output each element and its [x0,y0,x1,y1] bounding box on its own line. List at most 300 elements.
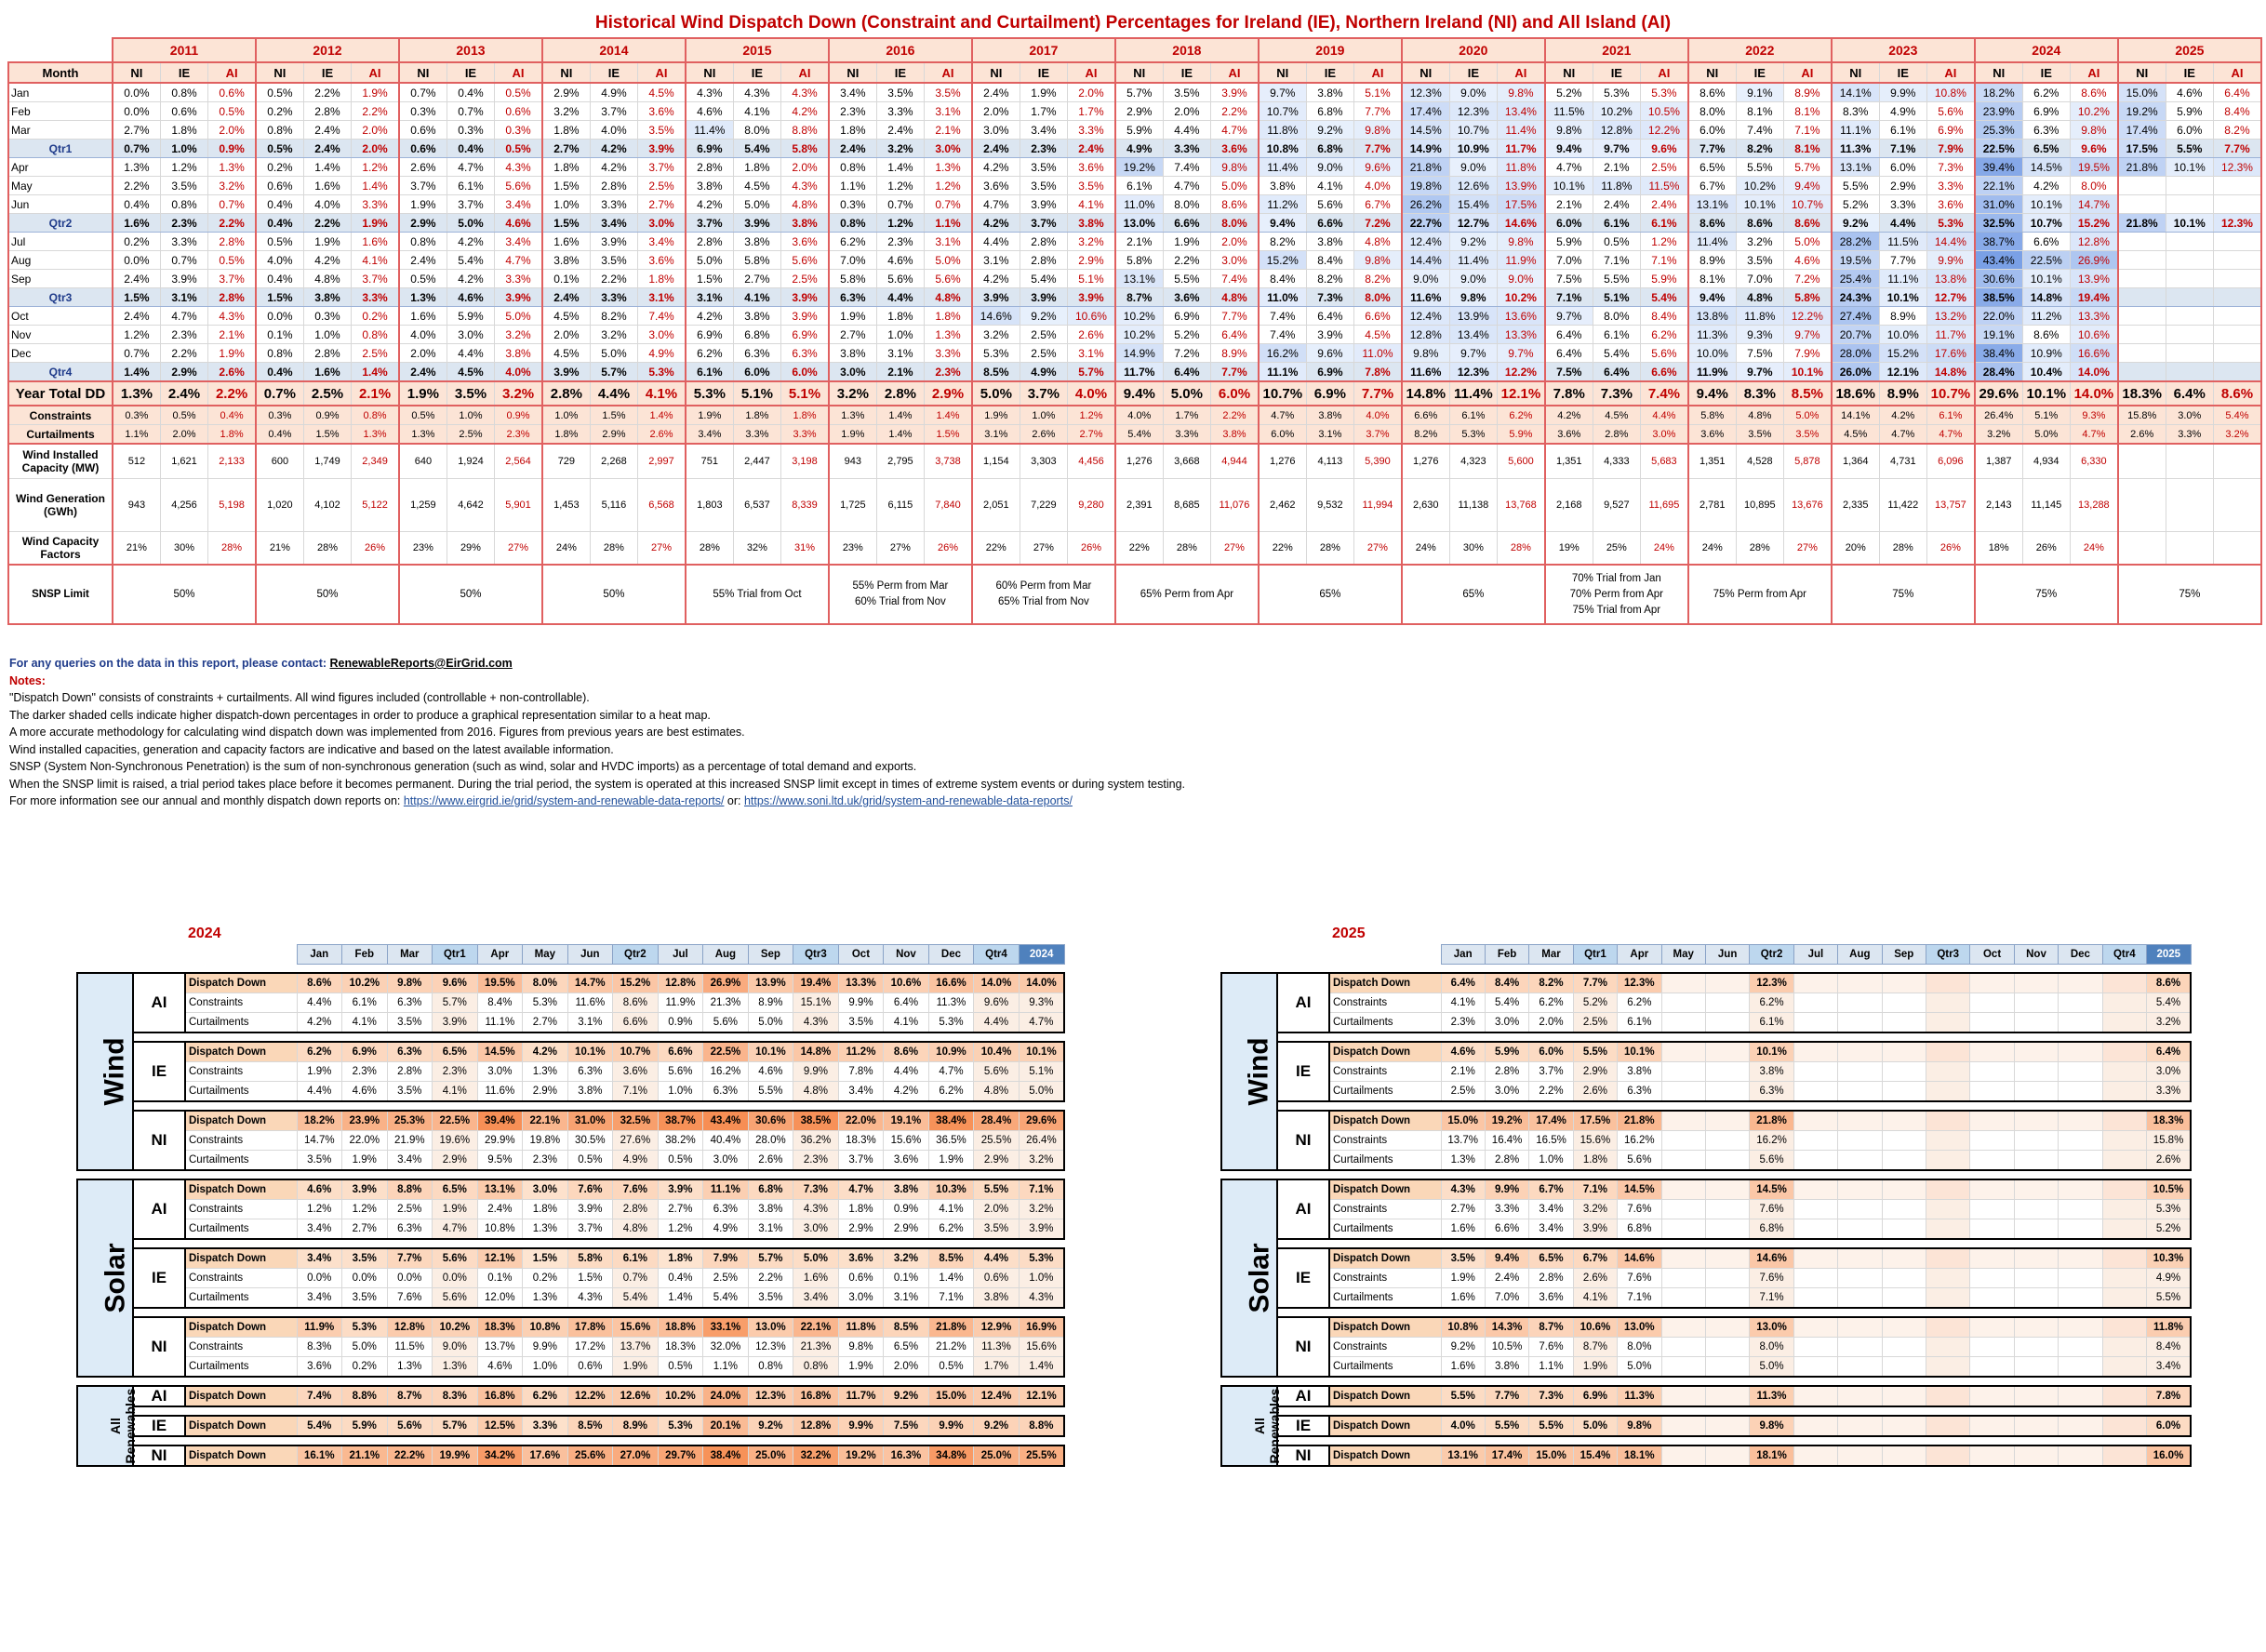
region-spacer [1221,1239,2191,1248]
value-cell: 2.6% [1573,1269,1617,1288]
dd-cell: 1.6% [399,307,447,326]
value-cell: 14.0% [1019,973,1064,993]
region-header-2024-ai: AI [2070,62,2117,83]
dd-cell: 2.7% [638,195,686,214]
dd-cell: 2.0% [781,158,829,177]
col-header-qtr1: Qtr1 [1573,945,1617,965]
value-cell: 2.8% [1485,1151,1528,1171]
value-cell: 6.4% [884,993,929,1013]
dd-cell: 9.6% [1641,140,1688,158]
year-header-2023: 2023 [1832,38,1975,62]
value-cell [1793,1062,1837,1082]
dd-cell: 2.4% [972,140,1020,158]
year-header-corner [8,38,113,62]
dd-cell: 0.7% [208,195,256,214]
dd-cell: 5.4% [447,251,494,270]
value-cell: 11.3% [1750,1386,1793,1406]
value-cell: 7.1% [1019,1179,1064,1200]
constraints-row-cell: 0.5% [399,406,447,425]
constraints-row-cell: 6.1% [1926,406,1974,425]
dd-cell: 17.4% [2118,121,2166,140]
region-header-2016-ai: AI [925,62,972,83]
eirgrid-link[interactable]: https://www.eirgrid.ie/grid/system-and-renewable-data-reports/ [403,794,725,807]
dd-cell: 6.4% [1545,326,1593,344]
dd-cell: 4.0% [399,326,447,344]
col-header-qtr4: Qtr4 [2102,945,2146,965]
dd-cell: 9.7% [1449,344,1497,363]
value-cell: 14.6% [1618,1248,1661,1269]
value-cell: 15.6% [884,1131,929,1151]
col-header-mar: Mar [1529,945,1573,965]
value-cell: 4.8% [613,1219,659,1240]
dd-cell: 5.0% [1783,233,1831,251]
dd-cell: 8.1% [1783,102,1831,121]
snsp-line: 65% Trial from Nov [998,596,1089,607]
capacity-factor-row-cell: 22% [1115,532,1163,566]
constraints-row-cell: 14.1% [1832,406,1879,425]
dd-cell: 2.9% [160,363,207,382]
soni-link[interactable]: https://www.soni.ltd.uk/grid/system-and-renewable-data-reports/ [743,794,1073,807]
dd-cell: 3.2% [972,326,1020,344]
dd-cell: 0.3% [399,102,447,121]
dd-cell: 6.5% [1688,158,1736,177]
value-cell: 18.3% [838,1131,884,1151]
dd-cell: 2.3% [160,214,207,233]
curtailments-row-cell: 5.0% [2022,425,2070,445]
dd-cell [2118,270,2166,288]
value-cell [1838,1446,1882,1466]
value-cell: 10.6% [1573,1317,1617,1338]
dd-cell: 0.0% [113,83,160,102]
value-cell: 1.4% [658,1288,703,1309]
value-cell [1661,1111,1705,1131]
dd-cell: 7.4% [1163,158,1210,177]
contact-email-link[interactable]: RenewableReports@EirGrid.com [329,657,513,670]
dd-cell [2213,195,2261,214]
dd-cell: 3.9% [160,270,207,288]
dd-cell: 3.3% [352,288,399,307]
value-cell [2014,1062,2058,1082]
dd-cell: 7.4% [1211,270,1259,288]
dd-cell: 1.2% [160,158,207,177]
blank [1277,945,1329,965]
dd-cell: 8.0% [733,121,780,140]
dd-cell: 3.9% [638,140,686,158]
value-cell: 3.5% [1441,1248,1485,1269]
dd-cell: 8.8% [781,121,829,140]
dd-cell: 13.8% [1926,270,1974,288]
dd-cell: 3.6% [1211,140,1259,158]
value-cell: 3.4% [2147,1357,2192,1378]
value-cell: 24.0% [703,1386,749,1406]
dd-cell: 5.6% [925,270,972,288]
value-cell: 1.0% [658,1082,703,1102]
dd-cell: 10.2% [1115,326,1163,344]
region-header-2022-ai: AI [1783,62,1831,83]
quarter-row-qtr3 [8,288,2261,307]
dd-cell [2213,233,2261,251]
generation-row-cell: 6,568 [638,479,686,532]
dispatch-down-row [77,1317,1064,1338]
dd-cell: 13.2% [1926,307,1974,326]
dd-cell: 0.6% [208,83,256,102]
group-label-solar [1221,1179,1277,1377]
constraints-row-cell: 6.2% [1498,406,1545,425]
dd-cell: 20.7% [1832,326,1879,344]
value-cell: 2.8% [387,1062,433,1082]
curtailments-row-cell: 6.0% [1259,425,1306,445]
value-cell: 5.4% [703,1288,749,1309]
group-spacer [77,1170,1064,1179]
value-cell [1926,1042,1969,1062]
value-cell [1838,993,1882,1013]
dd-cell: 5.0% [686,251,733,270]
value-cell [1882,1317,1926,1338]
value-cell [1882,1179,1926,1200]
dd-cell [2118,307,2166,326]
dd-cell: 14.5% [1402,121,1449,140]
generation-row-cell: 5,116 [590,479,637,532]
value-cell [1926,1446,1969,1466]
summary-year-title: 2025 [1332,926,1366,941]
value-cell: 9.8% [1618,1416,1661,1436]
dd-cell: 8.2% [1354,270,1402,288]
dd-cell: 19.5% [2070,158,2117,177]
capacity-row-cell: 2,564 [495,444,542,479]
generation-row-cell: 2,335 [1832,479,1879,532]
value-cell: 15.2% [613,973,659,993]
value-cell: 43.4% [703,1111,749,1131]
col-header-dec: Dec [928,945,974,965]
dd-cell: 9.7% [1545,307,1593,326]
value-cell: 3.0% [838,1288,884,1309]
value-cell [1705,1013,1749,1033]
dd-cell: 3.8% [686,177,733,195]
dd-cell [2166,233,2213,251]
value-cell [1705,1386,1749,1406]
dd-cell: 2.8% [303,344,351,363]
value-cell [1970,1446,2014,1466]
dd-cell: 13.8% [1688,307,1736,326]
capacity-row-cell: 729 [542,444,590,479]
curtailments-row-cell: 5.9% [1498,425,1545,445]
value-cell: 19.5% [477,973,523,993]
value-cell: 3.5% [342,1288,388,1309]
value-cell: 9.9% [523,1338,568,1357]
capacity-row-cell [2118,444,2166,479]
capacity-row [8,444,2261,479]
year-total-row-cell: 12.1% [1498,381,1545,406]
dd-cell: 8.4% [1259,270,1306,288]
value-cell: 14.7% [567,973,613,993]
constraints-row-cell: 1.9% [972,406,1020,425]
value-cell: 0.5% [928,1357,974,1378]
dd-cell: 7.4% [1259,326,1306,344]
value-cell: 7.7% [1573,973,1617,993]
dispatch-down-row [77,1111,1064,1131]
year-total-row-cell: 3.2% [829,381,876,406]
dd-cell: 4.6% [1783,251,1831,270]
dd-cell: 13.3% [2070,307,2117,326]
value-cell: 12.3% [748,1386,793,1406]
dd-cell: 1.5% [113,288,160,307]
dd-cell: 9.8% [1498,233,1545,251]
dd-cell: 3.8% [781,214,829,233]
value-cell [2014,1111,2058,1131]
dd-cell: 0.0% [113,251,160,270]
value-cell [2059,1131,2102,1151]
value-cell: 15.0% [1441,1111,1485,1131]
value-cell: 7.8% [838,1062,884,1082]
capacity-row-cell: 3,738 [925,444,972,479]
dd-cell: 8.9% [1783,83,1831,102]
region-header-2018-ni: NI [1115,62,1163,83]
capacity-factor-row-cell: 24% [542,532,590,566]
dd-cell: 4.2% [2022,177,2070,195]
value-cell [1793,1151,1837,1171]
dd-cell [2118,177,2166,195]
value-cell: 2.9% [838,1219,884,1240]
capacity-row-cell: 1,154 [972,444,1020,479]
value-cell: 4.3% [1019,1288,1064,1309]
spacer-cell [1277,1032,2191,1042]
row-label: Wind Generation (GWh) [8,479,113,532]
spacer-cell [77,1377,1064,1386]
dd-cell: 7.7% [1354,102,1402,121]
dd-cell: 3.6% [1926,195,1974,214]
dd-cell: 5.3% [1926,214,1974,233]
dd-cell: 11.2% [1259,195,1306,214]
value-cell [2014,1288,2058,1309]
snsp-cell-2020 [1402,565,1545,624]
dd-cell [2118,288,2166,307]
dd-cell: 0.2% [352,307,399,326]
value-cell [1661,1062,1705,1082]
value-cell: 5.4% [1485,993,1528,1013]
year-total-row-cell: 7.8% [1545,381,1593,406]
dd-cell: 11.5% [1545,102,1593,121]
value-cell [1838,1200,1882,1219]
dd-cell: 3.6% [1068,158,1115,177]
dd-cell: 4.0% [303,195,351,214]
dd-cell: 13.1% [1832,158,1879,177]
generation-row-cell: 2,630 [1402,479,1449,532]
value-cell [2059,1151,2102,1171]
dd-cell: 2.5% [1020,344,1067,363]
dd-cell: 1.6% [352,233,399,251]
year-total-row-cell: 8.5% [1783,381,1831,406]
region-header-2018-ai: AI [1211,62,1259,83]
dd-cell: 1.3% [113,158,160,177]
dd-cell: 1.3% [925,326,972,344]
row-label: Curtailments [185,1288,297,1309]
dd-cell: 13.9% [1498,177,1545,195]
dd-cell: 6.3% [733,344,780,363]
value-cell: 5.9% [342,1416,388,1436]
value-cell: 3.5% [974,1219,1020,1240]
row-label: Dispatch Down [1329,1416,1441,1436]
value-cell [1838,1131,1882,1151]
value-cell: 3.1% [884,1288,929,1309]
value-cell [2059,1082,2102,1102]
dd-cell: 0.6% [256,177,303,195]
capacity-factor-row-cell: 32% [733,532,780,566]
value-cell: 3.8% [1618,1062,1661,1082]
dd-cell: 3.6% [638,251,686,270]
value-cell: 1.9% [1441,1269,1485,1288]
value-cell: 4.7% [1019,1013,1064,1033]
dd-cell: 24.3% [1832,288,1879,307]
dd-cell: 12.3% [1449,102,1497,121]
year-total-row-cell: 7.4% [1641,381,1688,406]
dd-cell: 11.8% [1498,158,1545,177]
curtailments-row-cell: 1.5% [925,425,972,445]
spacer-cell [77,1170,1064,1179]
dd-cell: 5.9% [1641,270,1688,288]
value-cell [1926,1416,1969,1436]
value-cell: 8.5% [567,1416,613,1436]
dd-cell: 2.3% [1020,140,1067,158]
dd-cell: 5.8% [781,140,829,158]
constraints-row-cell: 1.3% [829,406,876,425]
dd-cell: 1.9% [352,214,399,233]
value-cell: 16.8% [793,1386,839,1406]
value-cell: 14.5% [1750,1179,1793,1200]
region-label-ni: NI [133,1446,185,1466]
value-cell: 4.4% [974,1013,1020,1033]
value-cell [1705,1151,1749,1171]
row-label: Dec [8,344,113,363]
dd-cell: 3.0% [447,326,494,344]
dd-cell: 8.6% [1783,214,1831,233]
value-cell: 3.0% [1485,1082,1528,1102]
capacity-factor-row-cell: 23% [399,532,447,566]
value-cell: 19.9% [433,1446,478,1466]
value-cell: 3.1% [748,1219,793,1240]
snsp-cell-2012 [256,565,399,624]
value-cell: 2.6% [748,1151,793,1171]
curtailments-row-cell: 1.1% [113,425,160,445]
dd-cell: 7.7% [1211,307,1259,326]
dd-cell: 0.3% [447,121,494,140]
dd-cell: 7.0% [1736,270,1783,288]
dd-cell: 2.8% [303,102,351,121]
year-title-row [77,924,1064,945]
spacer-cell [1277,1406,2191,1416]
value-cell: 3.8% [974,1288,1020,1309]
dd-cell: 26.0% [1832,363,1879,382]
notes-section [9,655,1185,810]
value-cell [1882,1416,1926,1436]
value-cell: 4.4% [297,993,342,1013]
dd-cell: 4.6% [2166,83,2213,102]
dd-cell: 6.1% [1115,177,1163,195]
value-cell [1882,1082,1926,1102]
capacity-factor-row-cell: 27% [1211,532,1259,566]
year-header-2024: 2024 [1975,38,2118,62]
dd-cell: 8.3% [1832,102,1879,121]
value-cell: 10.1% [1618,1042,1661,1062]
value-cell [1705,1131,1749,1151]
dd-cell: 6.0% [733,363,780,382]
dd-cell: 6.9% [2022,102,2070,121]
value-cell: 10.2% [658,1386,703,1406]
value-cell [1705,1111,1749,1131]
dd-cell: 4.2% [686,307,733,326]
value-cell: 3.5% [387,1082,433,1102]
dd-cell: 0.3% [495,121,542,140]
capacity-factor-row-cell: 27% [495,532,542,566]
constraints-row-cell: 1.0% [447,406,494,425]
region-label-ai: AI [1277,1386,1329,1406]
generation-row-cell: 8,685 [1163,479,1210,532]
dd-cell: 4.1% [733,102,780,121]
dd-cell: 3.1% [1068,344,1115,363]
note-line: A more accurate methodology for calculating wind dispatch down was implemented from 2016. Figures from previous years are best estimates. [9,726,745,739]
value-cell [1970,1317,2014,1338]
dd-cell: 5.6% [1306,195,1353,214]
dd-cell: 8.0% [1211,214,1259,233]
dd-cell: 6.9% [686,140,733,158]
value-cell: 16.5% [1529,1131,1573,1151]
dd-cell: 1.1% [829,177,876,195]
dd-cell: 11.4% [1688,233,1736,251]
dd-cell: 4.7% [160,307,207,326]
value-cell: 3.4% [1529,1200,1573,1219]
value-cell [2102,1446,2146,1466]
dd-cell: 3.7% [1020,214,1067,233]
dd-cell: 4.2% [590,140,637,158]
dd-cell: 1.9% [352,83,399,102]
dd-cell: 3.9% [781,288,829,307]
value-cell: 25.5% [974,1131,1020,1151]
dd-cell: 6.1% [447,177,494,195]
region-header-2014-ai: AI [638,62,686,83]
dd-cell [2213,251,2261,270]
dd-cell: 26.2% [1402,195,1449,214]
dd-cell: 3.1% [638,288,686,307]
value-cell: 0.0% [297,1269,342,1288]
value-cell: 14.5% [1618,1179,1661,1200]
dd-cell: 0.7% [113,344,160,363]
snsp-cell-2013 [399,565,542,624]
dd-cell: 2.4% [829,140,876,158]
value-cell [1705,1288,1749,1309]
dd-cell: 12.2% [1641,121,1688,140]
dd-cell: 6.7% [1688,177,1736,195]
dd-cell: 25.3% [1975,121,2022,140]
dd-cell: 4.2% [972,214,1020,233]
generation-row-cell: 8,339 [781,479,829,532]
value-cell: 8.7% [1573,1338,1617,1357]
value-cell: 5.8% [567,1248,613,1269]
dd-cell: 0.4% [256,363,303,382]
dd-cell: 2.1% [1545,195,1593,214]
dd-cell: 2.0% [1068,83,1115,102]
region-header-2016-ie: IE [876,62,924,83]
year-total-row-cell: 6.0% [1211,381,1259,406]
dd-cell: 10.9% [1449,140,1497,158]
sub-row [77,1338,1064,1357]
capacity-row-cell: 5,683 [1641,444,1688,479]
dd-cell: 2.0% [352,140,399,158]
value-cell: 8.2% [1529,973,1573,993]
dd-cell: 4.8% [1354,233,1402,251]
col-header-feb: Feb [1485,945,1528,965]
capacity-factor-row-cell: 24% [2070,532,2117,566]
dd-cell: 1.0% [303,326,351,344]
year-total-row-cell: 3.7% [1020,381,1067,406]
